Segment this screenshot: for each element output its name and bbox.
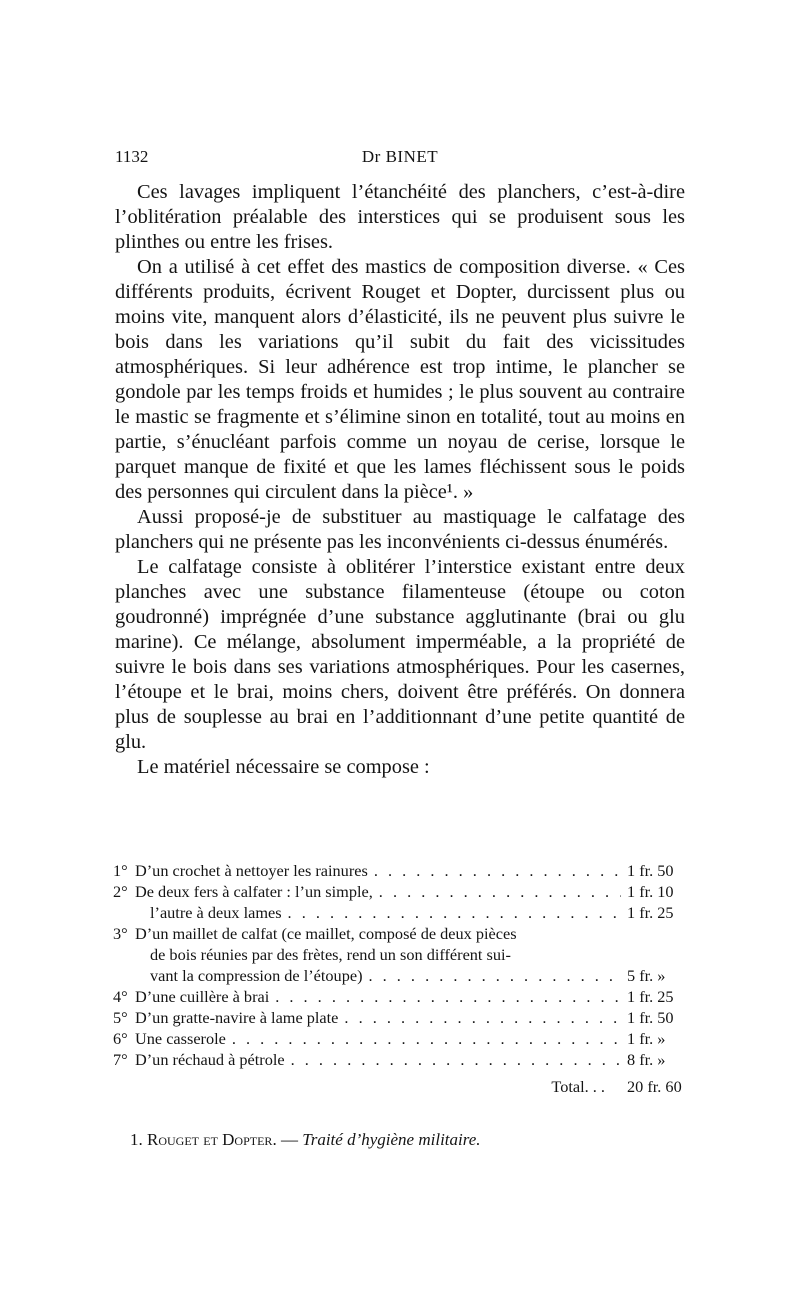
list-item — [113, 986, 685, 1007]
list-item-continuation — [113, 902, 685, 923]
list-item — [113, 860, 685, 881]
total-row — [113, 1076, 685, 1097]
item-price: 1 fr. 10 — [627, 882, 674, 901]
item-label: D’un maillet de calfat (ce maillet, composé de deux pièces — [135, 924, 517, 943]
item-price: 8 fr. » — [627, 1050, 666, 1069]
item-label: Une casserole — [135, 1029, 226, 1048]
item-number: 7° — [113, 1050, 128, 1069]
item-label: D’un crochet à nettoyer les rainures — [135, 861, 368, 880]
footnote-authors: Rouget et Dopter. — [147, 1130, 277, 1149]
item-label: D’un gratte-navire à lame plate — [135, 1008, 339, 1027]
item-price: 1 fr. 25 — [627, 903, 674, 922]
item-price: 1 fr. » — [627, 1029, 666, 1048]
total-label: Total. . . — [551, 1077, 605, 1096]
leader-dots — [379, 881, 621, 902]
list-item — [113, 1049, 685, 1070]
leader-dots — [291, 1049, 621, 1070]
paragraph: Le matériel nécessaire se compose : — [137, 756, 430, 778]
list-item — [113, 923, 685, 986]
item-price: 1 fr. 50 — [627, 1008, 674, 1027]
paragraph: Ces lavages impliquent l’étanchéité des planchers, c’est-à-dire l’oblitération préalable des interstices qui se produisent sous les plinthes ou entre les frises. — [115, 181, 685, 253]
footnote-marker: 1. — [130, 1130, 143, 1149]
list-item — [113, 881, 685, 902]
equipment-list — [113, 860, 685, 1097]
item-price: 1 fr. 50 — [627, 861, 674, 880]
paragraph: On a utilisé à cet effet des mastics de composition diverse. « Ces différents produits, écrivent Rouget et Dopter, durcissent plus ou moins vite, manquent alors d’élasticité, ils ne peuvent plus suivre le bois dans les variations qu’il subit du fait des vicissitudes atmosphériques. Si leur adhérence est trop intime, le plancher se gondole par les temps froids et humides ; le plus souvent au contraire le mastic se fragmente et s’élimine sinon en totalité, tout au moins en partie, s’énucléant parfois comme un noyau de cerise, lorsque le parquet manque de fixité et que les lames fléchissent sous le poids des personnes qui circulent dans la pièce¹. » — [115, 256, 685, 503]
leader-dots — [344, 1007, 621, 1028]
footnote-title: Traité d’hygiène militaire. — [302, 1130, 481, 1149]
paragraph: Aussi proposé-je de substituer au mastiquage le calfatage des planchers qui ne présente pas les inconvénients ci-dessus énumérés. — [115, 506, 685, 553]
leader-dots — [374, 860, 621, 881]
list-item — [113, 1007, 685, 1028]
item-price: 5 fr. » — [627, 966, 666, 985]
item-number: 1° — [113, 861, 128, 880]
footnote — [130, 1130, 690, 1150]
item-label: de bois réunies par des frètes, rend un son différent sui- — [150, 945, 511, 964]
item-label: vant la compression de l’étoupe) — [150, 966, 363, 985]
leader-dots — [288, 902, 621, 923]
page-number: 1132 — [115, 147, 149, 166]
item-label: D’un réchaud à pétrole — [135, 1050, 285, 1069]
item-number: 4° — [113, 987, 128, 1006]
list-item — [113, 1028, 685, 1049]
paragraph: Le calfatage consiste à oblitérer l’interstice existant entre deux planches avec une substance filamenteuse (étoupe ou coton goudronné) imprégnée d’une substance agglutinante (brai ou glu marine). Ce mélange, absolument imperméable, a la propriété de suivre le bois dans ses variations atmosphériques. Pour les casernes, l’étoupe et le brai, moins chers, doivent être préférés. On donnera plus de souplesse au brai en l’additionnant d’une petite quantité de glu. — [115, 556, 685, 753]
item-label: l’autre à deux lames — [150, 903, 282, 922]
item-third-line — [113, 965, 685, 986]
item-number: 3° — [113, 924, 128, 943]
leader-dots — [232, 1028, 621, 1049]
item-number: 6° — [113, 1029, 128, 1048]
total-value: 20 fr. 60 — [627, 1077, 682, 1096]
item-number: 2° — [113, 882, 128, 901]
item-first-line — [113, 923, 685, 944]
item-label: De deux fers à calfater : l’un simple, — [135, 882, 373, 901]
body-text — [115, 180, 685, 780]
leader-dots — [275, 986, 621, 1007]
item-price: 1 fr. 25 — [627, 987, 674, 1006]
item-number: 5° — [113, 1008, 128, 1027]
item-label: D’une cuillère à brai — [135, 987, 270, 1006]
item-second-line — [113, 944, 685, 965]
page-header — [115, 147, 685, 171]
footnote-dash: — — [280, 1130, 298, 1149]
leader-dots — [369, 965, 622, 986]
running-head: Dr BINET — [361, 147, 439, 166]
